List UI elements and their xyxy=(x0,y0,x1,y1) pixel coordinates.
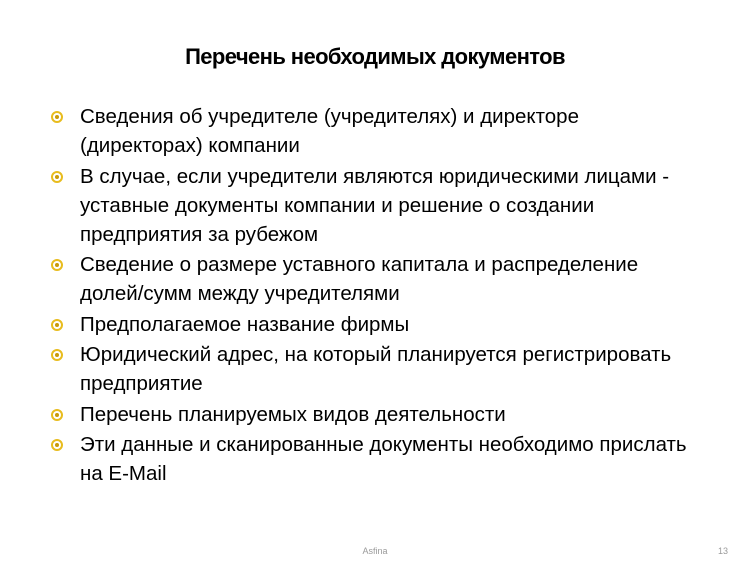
bullet-text: В случае, если учредители являются юридическими лицами - уставные документы компании и решение о создании предприятия за рубежом xyxy=(80,164,670,246)
bullet-text: Перечень планируемых видов деятельности xyxy=(80,402,506,426)
slide-title: Перечень необходимых документов xyxy=(185,44,565,69)
page-number: 13 xyxy=(717,546,728,556)
bullet-circle-icon xyxy=(51,171,63,183)
bullet-list xyxy=(50,102,690,490)
bullet-circle-icon xyxy=(51,259,63,271)
bullet-item xyxy=(50,400,690,429)
bullet-item xyxy=(50,250,690,308)
bullet-circle-icon xyxy=(51,111,63,123)
bullet-item xyxy=(50,340,690,398)
bullet-item xyxy=(50,310,690,339)
bullet-text: Юридический адрес, на который планируется регистрировать предприятие xyxy=(80,343,672,395)
bullet-text: Эти данные и сканированные документы необходимо прислать на E-Mail xyxy=(80,433,687,485)
bullet-circle-icon xyxy=(51,349,63,361)
footer-label: Asfina xyxy=(362,546,388,556)
bullet-circle-icon xyxy=(51,439,63,451)
bullet-item xyxy=(50,162,690,249)
bullet-item xyxy=(50,430,690,488)
bullet-text: Предполагаемое название фирмы xyxy=(80,312,410,336)
bullet-circle-icon xyxy=(51,409,63,421)
bullet-item xyxy=(50,102,690,160)
bullet-circle-icon xyxy=(51,319,63,331)
bullet-text: Сведения об учредителе (учредителях) и директоре (директорах) компании xyxy=(80,105,579,157)
bullet-text: Сведение о размере уставного капитала и распределение долей/сумм между учредителями xyxy=(80,253,639,305)
